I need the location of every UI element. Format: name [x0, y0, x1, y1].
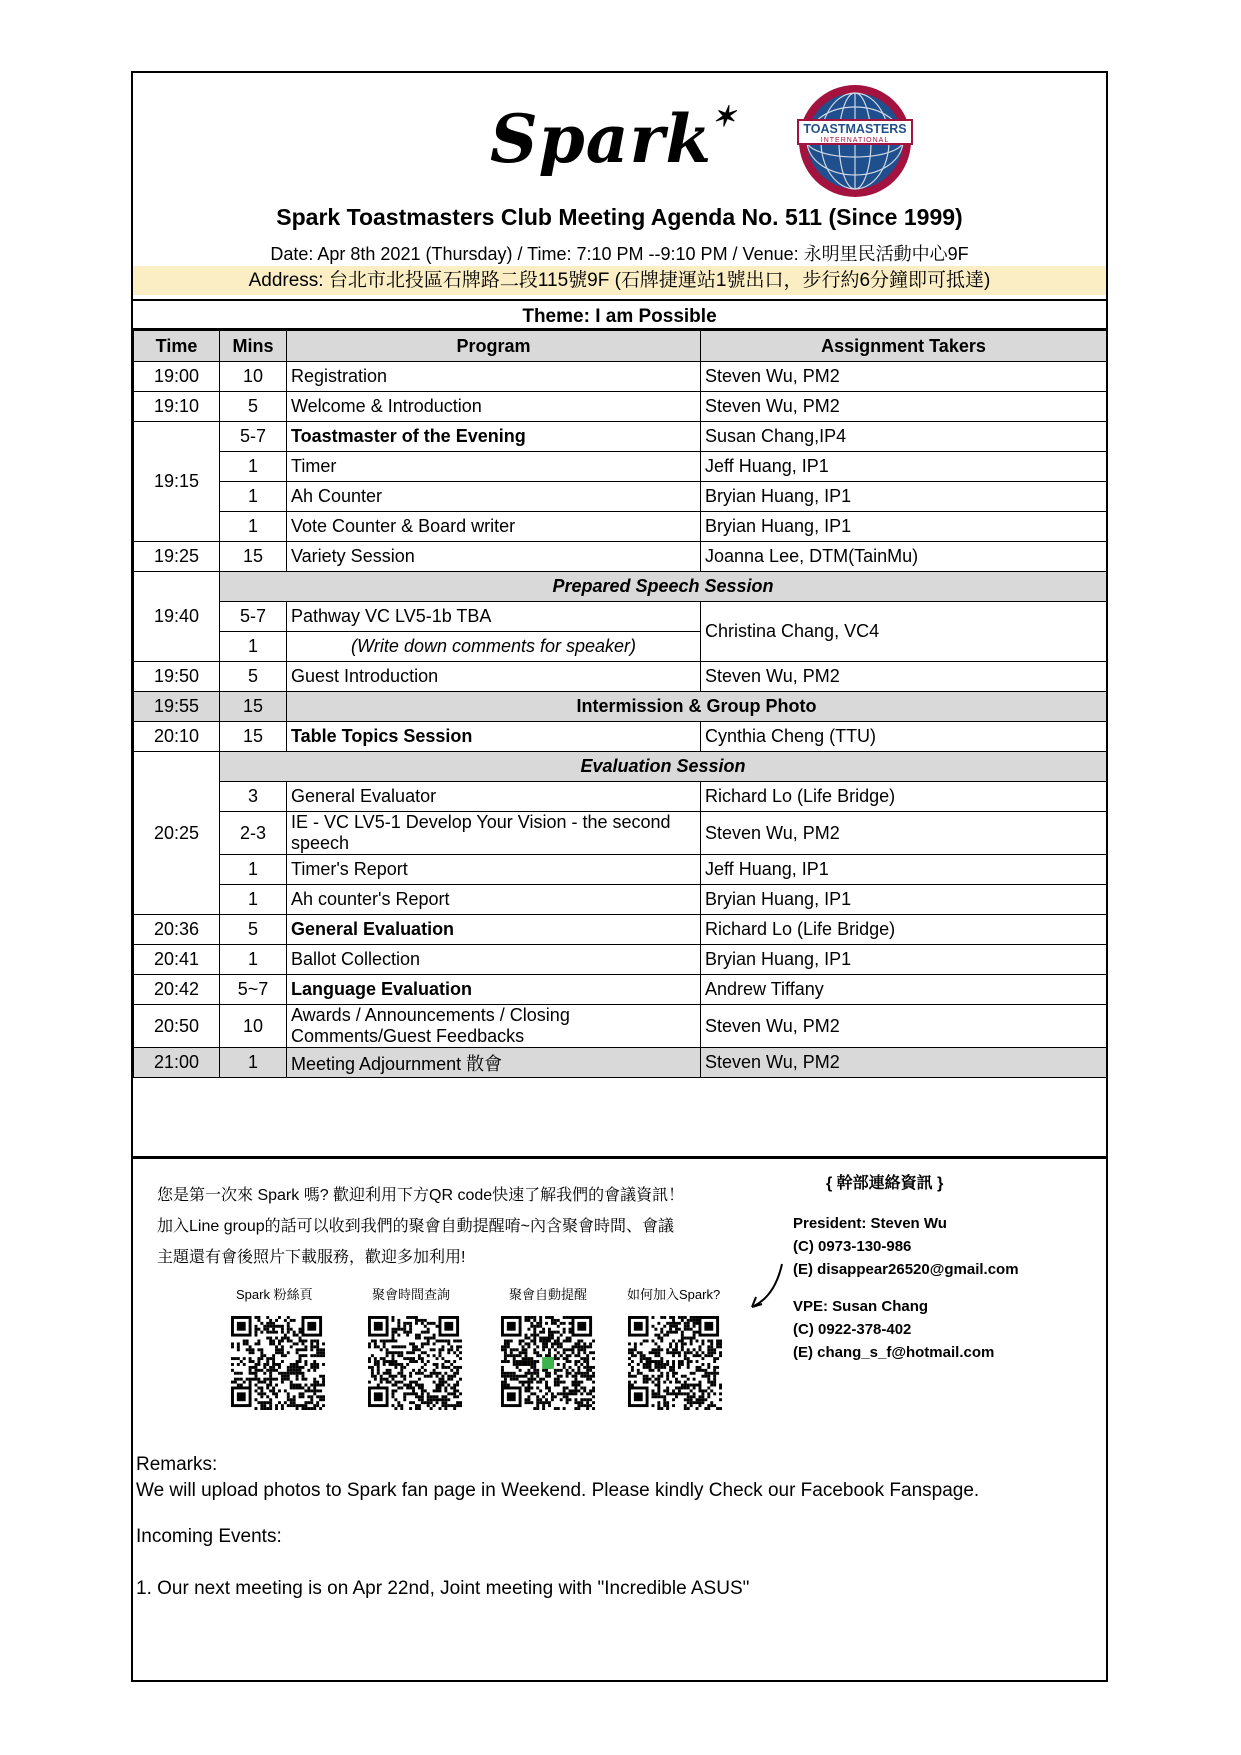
program-cell: Ballot Collection [287, 945, 701, 975]
spark-logo-text: Spark [490, 100, 713, 178]
qr-code-reminder[interactable] [500, 1316, 596, 1410]
address-bar: Address: 台北市北投區石牌路二段115號9F (石牌捷運站1號出口，步行約6分鐘即可抵達) [133, 266, 1106, 295]
mins-cell: 1 [220, 512, 287, 542]
table-row [134, 602, 1107, 632]
tm-logo-text: TOASTMASTERS [803, 122, 907, 136]
intermission-cell: Intermission & Group Photo [287, 692, 1107, 722]
mins-cell: 15 [220, 542, 287, 572]
table-row [134, 512, 1107, 542]
president-email: (E) disappear26520@gmail.com [793, 1261, 1019, 1278]
taker-cell: Bryian Huang, IP1 [701, 482, 1107, 512]
program-cell: Ah counter's Report [287, 885, 701, 915]
time-cell: 19:10 [134, 392, 220, 422]
promo-line: 主題還有會後照片下載服務，歡迎多加利用! [157, 1249, 466, 1266]
time-cell: 21:00 [134, 1048, 220, 1078]
table-row [134, 812, 1107, 855]
table-row [134, 885, 1107, 915]
mins-cell: 1 [220, 1048, 287, 1078]
qr-label-schedule: 聚會時間查詢 [372, 1287, 451, 1302]
time-cell: 20:42 [134, 975, 220, 1005]
remarks-text: We will upload photos to Spark fan page in Weekend. Please kindly Check our Facebook Fanspage. [136, 1480, 980, 1501]
col-header-takers: Assignment Takers [701, 331, 1107, 362]
program-cell: General Evaluator [287, 782, 701, 812]
qr-label-fanpage: Spark 粉絲頁 [236, 1287, 313, 1302]
taker-cell: Bryian Huang, IP1 [701, 945, 1107, 975]
events-label: Incoming Events: [136, 1526, 282, 1547]
taker-cell: Richard Lo (Life Bridge) [701, 915, 1107, 945]
mins-cell: 5-7 [220, 422, 287, 452]
taker-cell: Steven Wu, PM2 [701, 812, 1107, 855]
mins-cell: 2-3 [220, 812, 287, 855]
program-cell: Table Topics Session [287, 722, 701, 752]
taker-cell: Bryian Huang, IP1 [701, 885, 1107, 915]
program-cell: Pathway VC LV5-1b TBA [287, 602, 701, 632]
mins-cell: 1 [220, 855, 287, 885]
mins-cell: 5-7 [220, 602, 287, 632]
table-row [134, 572, 1107, 602]
theme-bar: Theme: I am Possible [133, 299, 1106, 330]
mins-cell: 5 [220, 662, 287, 692]
taker-cell: Susan Chang,IP4 [701, 422, 1107, 452]
qr-label-reminder: 聚會自動提醒 [509, 1287, 588, 1302]
time-cell: 19:55 [134, 692, 220, 722]
mins-cell: 15 [220, 722, 287, 752]
mins-cell: 1 [220, 632, 287, 662]
program-cell: Ah Counter [287, 482, 701, 512]
time-cell: 20:41 [134, 945, 220, 975]
table-row [134, 452, 1107, 482]
vpe-email: (E) chang_s_f@hotmail.com [793, 1344, 995, 1361]
program-cell: Vote Counter & Board writer [287, 512, 701, 542]
contact-heading: { 幹部連絡資訊 } [826, 1175, 944, 1192]
spark-logo [490, 100, 737, 178]
qr-code-schedule[interactable] [367, 1316, 463, 1410]
mins-cell: 10 [220, 362, 287, 392]
taker-cell: Jeff Huang, IP1 [701, 855, 1107, 885]
tm-logo-sub: INTERNATIONAL [820, 137, 890, 144]
mins-cell: 5~7 [220, 975, 287, 1005]
time-cell: 19:25 [134, 542, 220, 572]
time-cell: 19:40 [134, 572, 220, 662]
remarks-label: Remarks: [136, 1454, 218, 1475]
taker-cell: Bryian Huang, IP1 [701, 512, 1107, 542]
remarks-section [136, 1452, 1096, 1602]
qr-label-join: 如何加入Spark? [627, 1287, 721, 1302]
mins-cell: 5 [220, 915, 287, 945]
table-row [134, 1005, 1107, 1048]
taker-cell: Steven Wu, PM2 [701, 1048, 1107, 1078]
mins-cell: 5 [220, 392, 287, 422]
program-cell: (Write down comments for speaker) [287, 632, 701, 662]
taker-cell: Steven Wu, PM2 [701, 362, 1107, 392]
time-cell: 19:15 [134, 422, 220, 542]
taker-cell: Jeff Huang, IP1 [701, 452, 1107, 482]
table-row [134, 915, 1107, 945]
vpe-name: VPE: Susan Chang [793, 1298, 929, 1315]
program-cell: Meeting Adjournment 散會 [287, 1048, 701, 1078]
president-name: President: Steven Wu [793, 1215, 947, 1232]
col-header-program: Program [287, 331, 701, 362]
arrow-icon [748, 1262, 788, 1312]
date-time-venue: Date: Apr 8th 2021 (Thursday) / Time: 7:10 PM --9:10 PM / Venue: 永明里民活動中心9F [270, 244, 969, 264]
table-header-row [134, 331, 1107, 362]
col-header-time: Time [134, 331, 220, 362]
qr-code-fanpage[interactable] [230, 1316, 326, 1410]
time-cell: 19:50 [134, 662, 220, 692]
program-cell: Variety Session [287, 542, 701, 572]
table-bottom-rule [133, 1156, 1106, 1159]
program-cell: Language Evaluation [287, 975, 701, 1005]
session-header: Prepared Speech Session [220, 572, 1107, 602]
time-cell: 20:10 [134, 722, 220, 752]
program-cell: IE - VC LV5-1 Develop Your Vision - the second speech [287, 812, 701, 855]
promo-line: 加入Line group的話可以收到我們的聚會自動提醒唷~內含聚會時間、會議 [157, 1218, 674, 1235]
table-row [134, 692, 1107, 722]
table-row [134, 975, 1107, 1005]
taker-cell: Cynthia Cheng (TTU) [701, 722, 1107, 752]
agenda-table [133, 330, 1107, 1078]
table-row [134, 752, 1107, 782]
mins-cell: 3 [220, 782, 287, 812]
program-cell: Awards / Announcements / Closing Comments/Guest Feedbacks [287, 1005, 701, 1048]
program-cell: General Evaluation [287, 915, 701, 945]
taker-cell: Christina Chang, VC4 [701, 602, 1107, 662]
table-row [134, 1048, 1107, 1078]
mins-cell: 1 [220, 452, 287, 482]
program-cell: Registration [287, 362, 701, 392]
promo-text [157, 1180, 757, 1273]
time-cell: 19:00 [134, 362, 220, 392]
program-cell: Toastmaster of the Evening [287, 422, 701, 452]
time-cell: 20:50 [134, 1005, 220, 1048]
taker-cell: Richard Lo (Life Bridge) [701, 782, 1107, 812]
president-phone: (C) 0973-130-986 [793, 1238, 912, 1255]
session-header: Evaluation Session [220, 752, 1107, 782]
agenda-title: Spark Toastmasters Club Meeting Agenda No. 511 (Since 1999) [276, 204, 963, 230]
vpe-phone: (C) 0922-378-402 [793, 1321, 912, 1338]
mins-cell: 1 [220, 482, 287, 512]
table-row [134, 542, 1107, 572]
toastmasters-logo [796, 82, 914, 200]
table-row [134, 392, 1107, 422]
taker-cell: Andrew Tiffany [701, 975, 1107, 1005]
table-row [134, 422, 1107, 452]
star-icon: ✶ [712, 100, 737, 133]
mins-cell: 10 [220, 1005, 287, 1048]
table-row [134, 945, 1107, 975]
program-cell: Welcome & Introduction [287, 392, 701, 422]
table-row [134, 662, 1107, 692]
mins-cell: 15 [220, 692, 287, 722]
time-cell: 20:36 [134, 915, 220, 945]
taker-cell: Steven Wu, PM2 [701, 1005, 1107, 1048]
program-cell: Timer's Report [287, 855, 701, 885]
col-header-mins: Mins [220, 331, 287, 362]
promo-line: 您是第一次來 Spark 嗎? 歡迎利用下方QR code快速了解我們的會議資訊！ [157, 1187, 685, 1204]
table-row [134, 855, 1107, 885]
taker-cell: Joanna Lee, DTM(TainMu) [701, 542, 1107, 572]
taker-cell: Steven Wu, PM2 [701, 662, 1107, 692]
qr-code-join[interactable] [627, 1316, 723, 1410]
event-item: 1. Our next meeting is on Apr 22nd, Joint meeting with "Incredible ASUS" [136, 1578, 750, 1599]
time-cell: 20:25 [134, 752, 220, 915]
contact-info [793, 1212, 1019, 1364]
table-row [134, 722, 1107, 752]
mins-cell: 1 [220, 885, 287, 915]
mins-cell: 1 [220, 945, 287, 975]
table-row [134, 482, 1107, 512]
table-row [134, 362, 1107, 392]
table-row [134, 782, 1107, 812]
program-cell: Guest Introduction [287, 662, 701, 692]
program-cell: Timer [287, 452, 701, 482]
taker-cell: Steven Wu, PM2 [701, 392, 1107, 422]
